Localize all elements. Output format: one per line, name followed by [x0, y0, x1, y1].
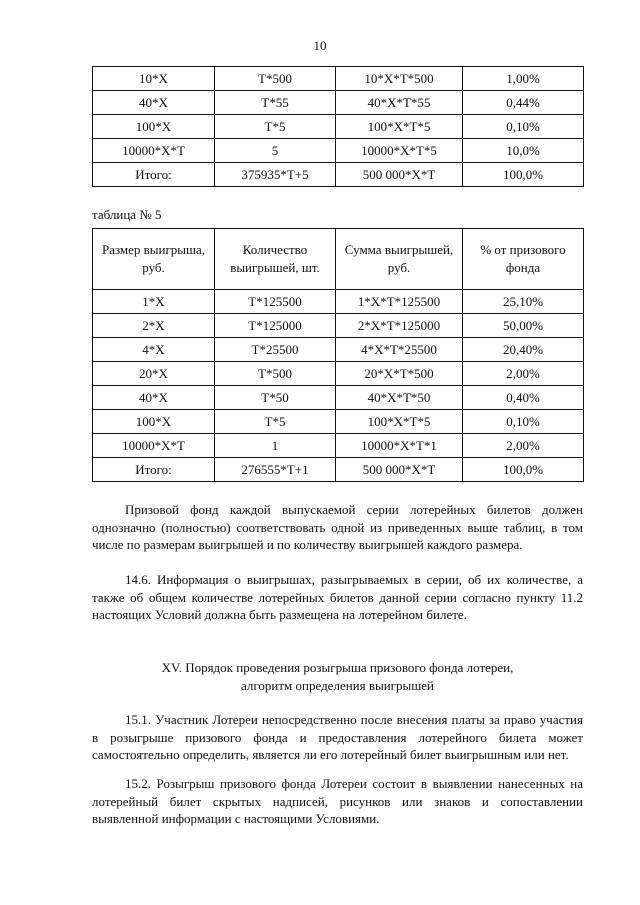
cell-prize-size: 4*X [93, 338, 215, 362]
cell-fund-percent: 25,10% [463, 290, 584, 314]
cell-prize-count: T*50 [215, 386, 336, 410]
cell-prize-sum: 10000*X*T*5 [336, 139, 463, 163]
cell-prize-sum: 1*X*T*125500 [336, 290, 463, 314]
cell-prize-count: 1 [215, 434, 336, 458]
table-row [93, 362, 584, 386]
cell-prize-sum: 2*X*T*125000 [336, 314, 463, 338]
cell-prize-size: 10000*X*T [93, 139, 215, 163]
prize-table-4-continuation [92, 66, 584, 187]
cell-prize-sum: 10000*X*T*1 [336, 434, 463, 458]
table-row [93, 458, 584, 482]
cell-prize-count: 276555*T+1 [215, 458, 336, 482]
cell-prize-sum: 40*X*T*50 [336, 386, 463, 410]
table-row [93, 163, 584, 187]
cell-prize-sum: 500 000*X*T [336, 163, 463, 187]
cell-prize-size: 40*X [93, 91, 215, 115]
cell-prize-sum: 20*X*T*500 [336, 362, 463, 386]
cell-fund-percent: 50,00% [463, 314, 584, 338]
cell-prize-size: Итого: [93, 163, 215, 187]
cell-prize-count: T*500 [215, 67, 336, 91]
table-row [93, 386, 584, 410]
cell-prize-count: T*500 [215, 362, 336, 386]
cell-fund-percent: 100,0% [463, 163, 584, 187]
cell-prize-count: T*5 [215, 410, 336, 434]
table-row [93, 434, 584, 458]
table-row [93, 67, 584, 91]
cell-prize-sum: 100*X*T*5 [336, 410, 463, 434]
table-5-caption: таблица № 5 [92, 207, 162, 222]
cell-fund-percent: 0,40% [463, 386, 584, 410]
cell-fund-percent: 10,0% [463, 139, 584, 163]
paragraph-15-2: 15.2. Розыгрыш призового фонда Лотереи состоит в выявлении нанесенных на лотерейный билет скрытых надписей, рисунков или знаков и сопоставлении выявленной информации с настоящими Условиями. [92, 776, 583, 826]
cell-prize-count: 5 [215, 139, 336, 163]
page-number: 10 [313, 38, 327, 53]
cell-prize-size: 1*X [93, 290, 215, 314]
table-header-row [93, 229, 584, 290]
cell-fund-percent: 0,10% [463, 115, 584, 139]
header-prize-count: Количество выигрышей, шт. [215, 229, 336, 290]
paragraph-14-6: 14.6. Информация о выигрышах, разыгрываемых в серии, об их количестве, а также об общем количестве лотерейных билетов данной серии согласно пункту 11.2 настоящих Условий должна быть размещена на лотерейном билете. [92, 572, 583, 622]
table-row [93, 91, 584, 115]
cell-prize-count: T*125000 [215, 314, 336, 338]
cell-prize-sum: 40*X*T*55 [336, 91, 463, 115]
cell-prize-size: 20*X [93, 362, 215, 386]
cell-fund-percent: 1,00% [463, 67, 584, 91]
table-row [93, 139, 584, 163]
cell-fund-percent: 2,00% [463, 434, 584, 458]
header-prize-size: Размер выигрыша, руб. [93, 229, 215, 290]
cell-prize-count: T*5 [215, 115, 336, 139]
paragraph-15-1: 15.1. Участник Лотереи непосредственно после внесения платы за право участия в розыгрыше призового фонда и предоставления лотерейного билета может самостоятельно определить, является ли его лотерейный билет выигрышным или нет. [92, 712, 583, 762]
header-prize-sum: Сумма выигрышей, руб. [336, 229, 463, 290]
cell-fund-percent: 2,00% [463, 362, 584, 386]
cell-prize-size: 2*X [93, 314, 215, 338]
table-row [93, 314, 584, 338]
cell-prize-size: 100*X [93, 410, 215, 434]
paragraph-prize-fund: Призовой фонд каждой выпускаемой серии лотерейных билетов должен однозначно (полностью) соответствовать одной из приведенных выше таблиц, в том числе по размерам выигрышей и по количеству выигрышей каждого размера. [92, 502, 583, 552]
cell-prize-sum: 4*X*T*25500 [336, 338, 463, 362]
cell-fund-percent: 0,10% [463, 410, 584, 434]
cell-prize-count: T*125500 [215, 290, 336, 314]
cell-prize-count: T*55 [215, 91, 336, 115]
table-row [93, 410, 584, 434]
cell-fund-percent: 0,44% [463, 91, 584, 115]
cell-fund-percent: 20,40% [463, 338, 584, 362]
header-fund-percent: % от призового фонда [463, 229, 584, 290]
cell-prize-count: 375935*T+5 [215, 163, 336, 187]
cell-prize-sum: 10*X*T*500 [336, 67, 463, 91]
table-row [93, 115, 584, 139]
section-heading-line-1: XV. Порядок проведения розыгрыша призового фонда лотереи, [161, 660, 514, 675]
cell-fund-percent: 100,0% [463, 458, 584, 482]
cell-prize-count: T*25500 [215, 338, 336, 362]
cell-prize-sum: 500 000*X*T [336, 458, 463, 482]
prize-table-5 [92, 228, 584, 482]
table-row [93, 290, 584, 314]
table-row [93, 338, 584, 362]
cell-prize-size: 10*X [93, 67, 215, 91]
cell-prize-size: Итого: [93, 458, 215, 482]
cell-prize-size: 10000*X*T [93, 434, 215, 458]
cell-prize-size: 100*X [93, 115, 215, 139]
section-heading-line-2: алгоритм определения выигрышей [241, 678, 434, 693]
cell-prize-sum: 100*X*T*5 [336, 115, 463, 139]
cell-prize-size: 40*X [93, 386, 215, 410]
